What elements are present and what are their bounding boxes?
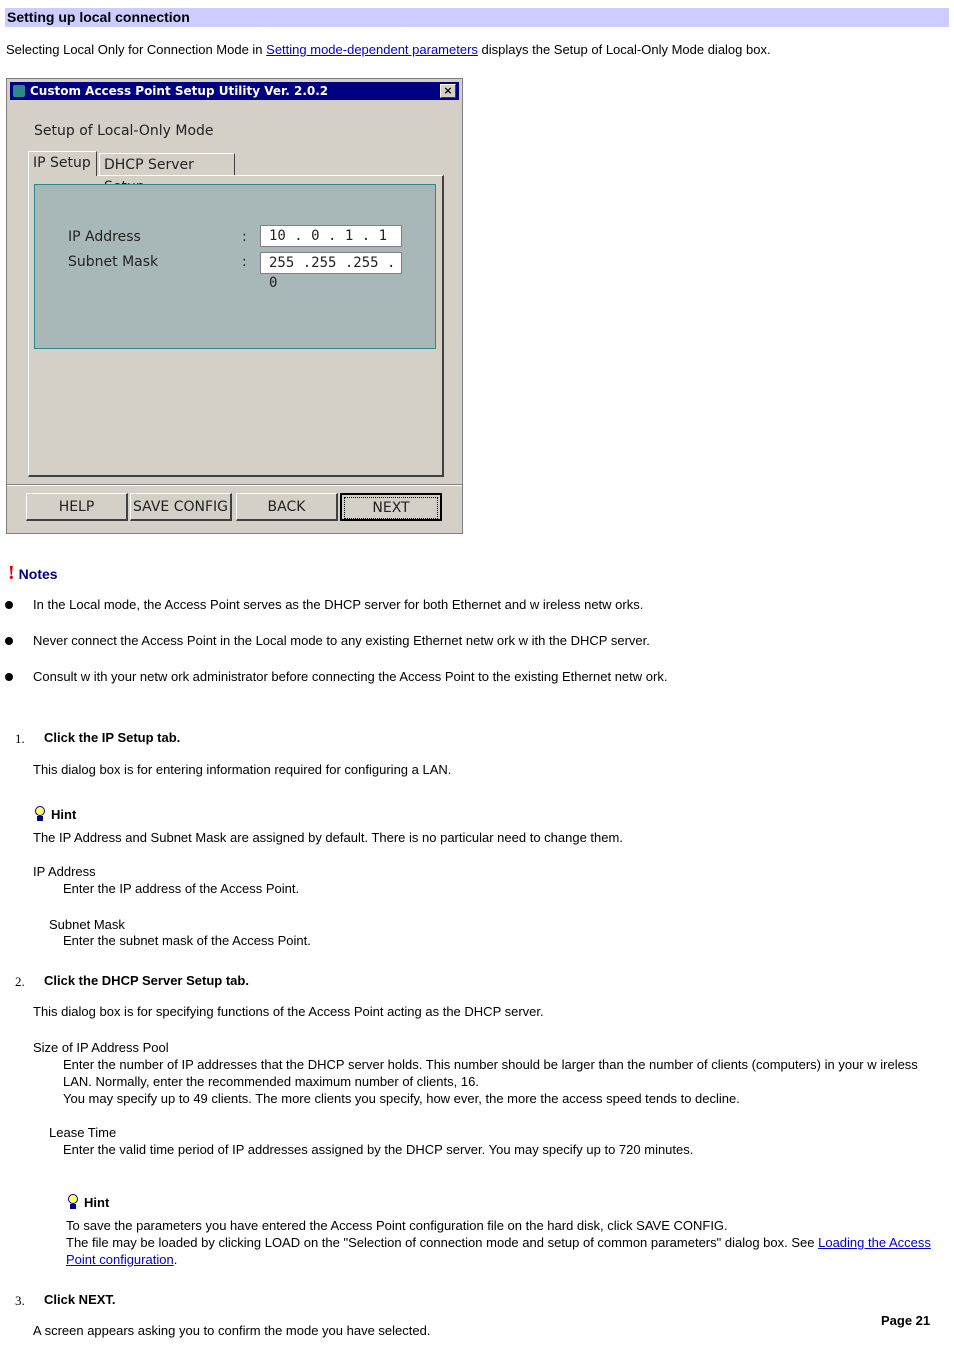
step-title: Click NEXT. — [44, 1292, 116, 1307]
hint-heading — [33, 806, 76, 822]
step-number: 3. — [15, 1293, 25, 1308]
subnet-mask-label: Subnet Mask — [68, 254, 159, 270]
dialog-title-bar — [10, 82, 459, 100]
term-definition: Enter the number of IP addresses that the DHCP server holds. This number should be larger than the number of clients (computers) in your w ireless — [63, 1057, 918, 1072]
section-title: Setting up local connection — [7, 9, 190, 25]
term-definition: Enter the valid time period of IP addresses assigned by the DHCP server. You may specify up to 720 minutes. — [63, 1142, 694, 1157]
ip-address-label: IP Address — [68, 229, 141, 245]
hint-label: Hint — [84, 1195, 110, 1210]
step-title: Click the DHCP Server Setup tab. — [44, 973, 249, 988]
step-description: This dialog box is for entering information required for configuring a LAN. — [33, 762, 452, 777]
close-icon[interactable]: × — [440, 84, 456, 98]
bullet-icon — [5, 673, 13, 681]
notes-title: Notes — [18, 566, 58, 582]
bullet-icon — [5, 637, 13, 645]
setting-mode-dependent-link[interactable]: Setting mode-dependent parameters — [266, 42, 478, 57]
page-number: Page 21 — [881, 1313, 931, 1328]
exclamation-icon: ! — [8, 562, 15, 584]
term-lease-time: Lease Time — [49, 1125, 117, 1140]
hint-label: Hint — [51, 807, 77, 822]
intro-paragraph — [6, 42, 771, 57]
note-item: In the Local mode, the Access Point serves as the DHCP server for both Ethernet and w ireless netw orks. — [33, 597, 644, 612]
save-config-button[interactable]: SAVE CONFIG — [130, 493, 232, 521]
hint-text-end: . — [173, 1252, 178, 1267]
next-button-label: NEXT — [344, 497, 438, 519]
note-item: Consult w ith your netw ork administrator before connecting the Access Point to the existing Ethernet netw ork. — [33, 669, 668, 684]
dialog-heading: Setup of Local-Only Mode — [34, 123, 214, 139]
term-definition: Enter the IP address of the Access Point. — [63, 881, 300, 896]
step-description: This dialog box is for specifying functions of the Access Point acting as the DHCP server. — [33, 1004, 544, 1019]
term-definition: Enter the subnet mask of the Access Point. — [63, 933, 311, 948]
ip-address-colon: : — [242, 229, 247, 245]
hint-heading — [66, 1194, 109, 1210]
hint-text-part: The file may be loaded by clicking LOAD on the "Selection of connection mode and setup of common parameters" dialog box. See — [66, 1235, 819, 1250]
step-number: 1. — [15, 731, 25, 746]
term-pool-size: Size of IP Address Pool — [33, 1040, 169, 1055]
term-ip-address: IP Address — [33, 864, 96, 879]
lightbulb-icon — [33, 806, 47, 822]
term-definition: You may specify up to 49 clients. The more clients you specify, how ever, the more the access speed tends to decline. — [63, 1091, 740, 1106]
notes-heading — [8, 562, 58, 585]
dialog-window-title: Custom Access Point Setup Utility Ver. 2.0.2 — [30, 84, 329, 98]
lightbulb-icon — [66, 1194, 80, 1210]
section-title-bar — [5, 8, 949, 27]
subnet-mask-colon: : — [242, 254, 247, 270]
step-number: 2. — [15, 974, 25, 989]
note-item: Never connect the Access Point in the Local mode to any existing Ethernet netw ork w ith the DHCP server. — [33, 633, 650, 648]
tab-ip-setup[interactable]: IP Setup — [28, 151, 97, 176]
intro-text-before: Selecting Local Only for Connection Mode in — [6, 42, 267, 57]
dialog-separator — [7, 484, 462, 486]
intro-text-after: displays the Setup of Local-Only Mode dialog box. — [477, 42, 771, 57]
loading-config-link-cont[interactable]: Point configuration — [66, 1252, 174, 1267]
hint-text — [66, 1252, 177, 1267]
term-definition: LAN. Normally, enter the recommended maximum number of clients, 16. — [63, 1074, 479, 1089]
hint-text — [66, 1235, 931, 1250]
setup-dialog-screenshot — [6, 78, 463, 534]
help-button[interactable]: HELP — [26, 493, 128, 521]
bullet-icon — [5, 601, 13, 609]
ip-setup-panel — [34, 184, 436, 349]
step-title: Click the IP Setup tab. — [44, 730, 181, 745]
loading-config-link[interactable]: Loading the Access — [818, 1235, 931, 1250]
hint-text: To save the parameters you have entered the Access Point configuration file on the hard disk, click SAVE CONFIG. — [66, 1218, 728, 1233]
tab-dhcp-server-setup[interactable]: DHCP Server — [99, 153, 235, 175]
subnet-mask-field[interactable]: 255 .255 .255 . 0 — [260, 252, 402, 274]
term-subnet-mask: Subnet Mask — [49, 917, 125, 932]
step-description: A screen appears asking you to confirm the mode you have selected. — [33, 1323, 431, 1338]
ip-address-field[interactable]: 10 . 0 . 1 . 1 — [260, 225, 402, 247]
back-button[interactable]: BACK — [236, 493, 338, 521]
app-icon — [13, 85, 25, 97]
next-button[interactable] — [340, 493, 442, 521]
hint-text: The IP Address and Subnet Mask are assigned by default. There is no particular need to change them. — [33, 830, 623, 845]
